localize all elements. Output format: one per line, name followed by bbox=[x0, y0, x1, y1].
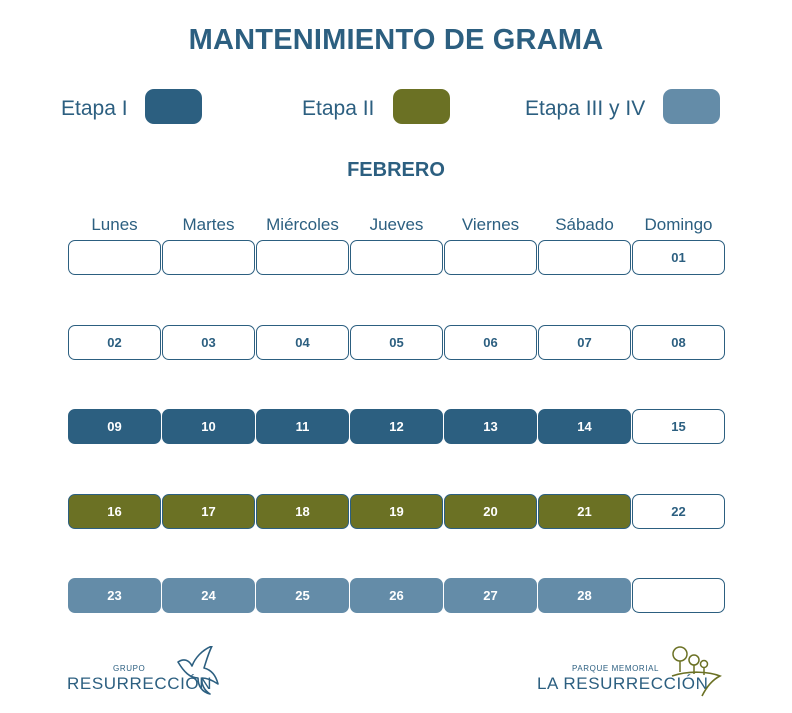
legend-label-etapa-3-4: Etapa III y IV bbox=[525, 97, 646, 120]
calendar-day-12[interactable]: 12 bbox=[350, 409, 443, 444]
month-title: FEBRERO bbox=[347, 159, 445, 181]
calendar-day-27[interactable]: 27 bbox=[444, 578, 537, 613]
legend-label-etapa-2: Etapa II bbox=[302, 97, 375, 120]
calendar-day-07[interactable]: 07 bbox=[538, 325, 631, 360]
logo-right-small-text: PARQUE MEMORIAL bbox=[572, 664, 660, 673]
calendar-day-19[interactable]: 19 bbox=[350, 494, 443, 529]
calendar-day-23[interactable]: 23 bbox=[68, 578, 161, 613]
weekday-jueves: Jueves bbox=[369, 215, 424, 234]
calendar-day-03[interactable]: 03 bbox=[162, 325, 255, 360]
calendar-day-11[interactable]: 11 bbox=[256, 409, 349, 444]
calendar-day-04[interactable]: 04 bbox=[256, 325, 349, 360]
calendar-day-25[interactable]: 25 bbox=[256, 578, 349, 613]
weekday-sabado: Sábado bbox=[555, 215, 614, 234]
logo-right-big-text: LA RESURRECCIÓN bbox=[537, 674, 709, 693]
calendar-empty-cell[interactable] bbox=[538, 240, 631, 275]
weekday-viernes: Viernes bbox=[461, 215, 520, 234]
weekday-domingo: Domingo bbox=[644, 215, 713, 234]
logo-left-big-text: RESURRECCIÓN bbox=[67, 674, 213, 693]
calendar-day-15[interactable]: 15 bbox=[632, 409, 725, 444]
calendar-empty-cell[interactable] bbox=[256, 240, 349, 275]
calendar-empty-cell[interactable] bbox=[444, 240, 537, 275]
calendar-day-26[interactable]: 26 bbox=[350, 578, 443, 613]
legend-swatch-etapa-2 bbox=[393, 89, 450, 124]
calendar-empty-cell[interactable] bbox=[162, 240, 255, 275]
calendar-day-16[interactable]: 16 bbox=[68, 494, 161, 529]
calendar-day-17[interactable]: 17 bbox=[162, 494, 255, 529]
calendar-day-21[interactable]: 21 bbox=[538, 494, 631, 529]
calendar-day-02[interactable]: 02 bbox=[68, 325, 161, 360]
weekday-miercoles: Miércoles bbox=[266, 215, 339, 234]
legend-swatch-etapa-1 bbox=[145, 89, 202, 124]
grupo-resurreccion-logo bbox=[66, 646, 226, 696]
calendar-day-13[interactable]: 13 bbox=[444, 409, 537, 444]
calendar-day-09[interactable]: 09 bbox=[68, 409, 161, 444]
calendar-day-08[interactable]: 08 bbox=[632, 325, 725, 360]
legend-label-etapa-1: Etapa I bbox=[61, 97, 128, 120]
calendar-day-28[interactable]: 28 bbox=[538, 578, 631, 613]
logo-left-small-text: GRUPO bbox=[113, 664, 146, 673]
legend-swatch-etapa-3-4 bbox=[663, 89, 720, 124]
parque-memorial-logo bbox=[536, 644, 726, 698]
dove-icon bbox=[174, 646, 224, 696]
weekday-martes: Martes bbox=[182, 215, 235, 234]
calendar-empty-cell[interactable] bbox=[350, 240, 443, 275]
weekday-lunes: Lunes bbox=[91, 215, 138, 234]
calendar-day-14[interactable]: 14 bbox=[538, 409, 631, 444]
calendar-day-24[interactable]: 24 bbox=[162, 578, 255, 613]
page-title: MANTENIMIENTO DE GRAMA bbox=[188, 24, 604, 56]
trees-icon bbox=[666, 644, 724, 698]
calendar-day-06[interactable]: 06 bbox=[444, 325, 537, 360]
calendar-day-20[interactable]: 20 bbox=[444, 494, 537, 529]
calendar-day-22[interactable]: 22 bbox=[632, 494, 725, 529]
calendar-empty-cell[interactable] bbox=[68, 240, 161, 275]
calendar-empty-cell[interactable] bbox=[632, 578, 725, 613]
calendar-day-10[interactable]: 10 bbox=[162, 409, 255, 444]
calendar-day-18[interactable]: 18 bbox=[256, 494, 349, 529]
calendar-day-05[interactable]: 05 bbox=[350, 325, 443, 360]
calendar-day-01[interactable]: 01 bbox=[632, 240, 725, 275]
